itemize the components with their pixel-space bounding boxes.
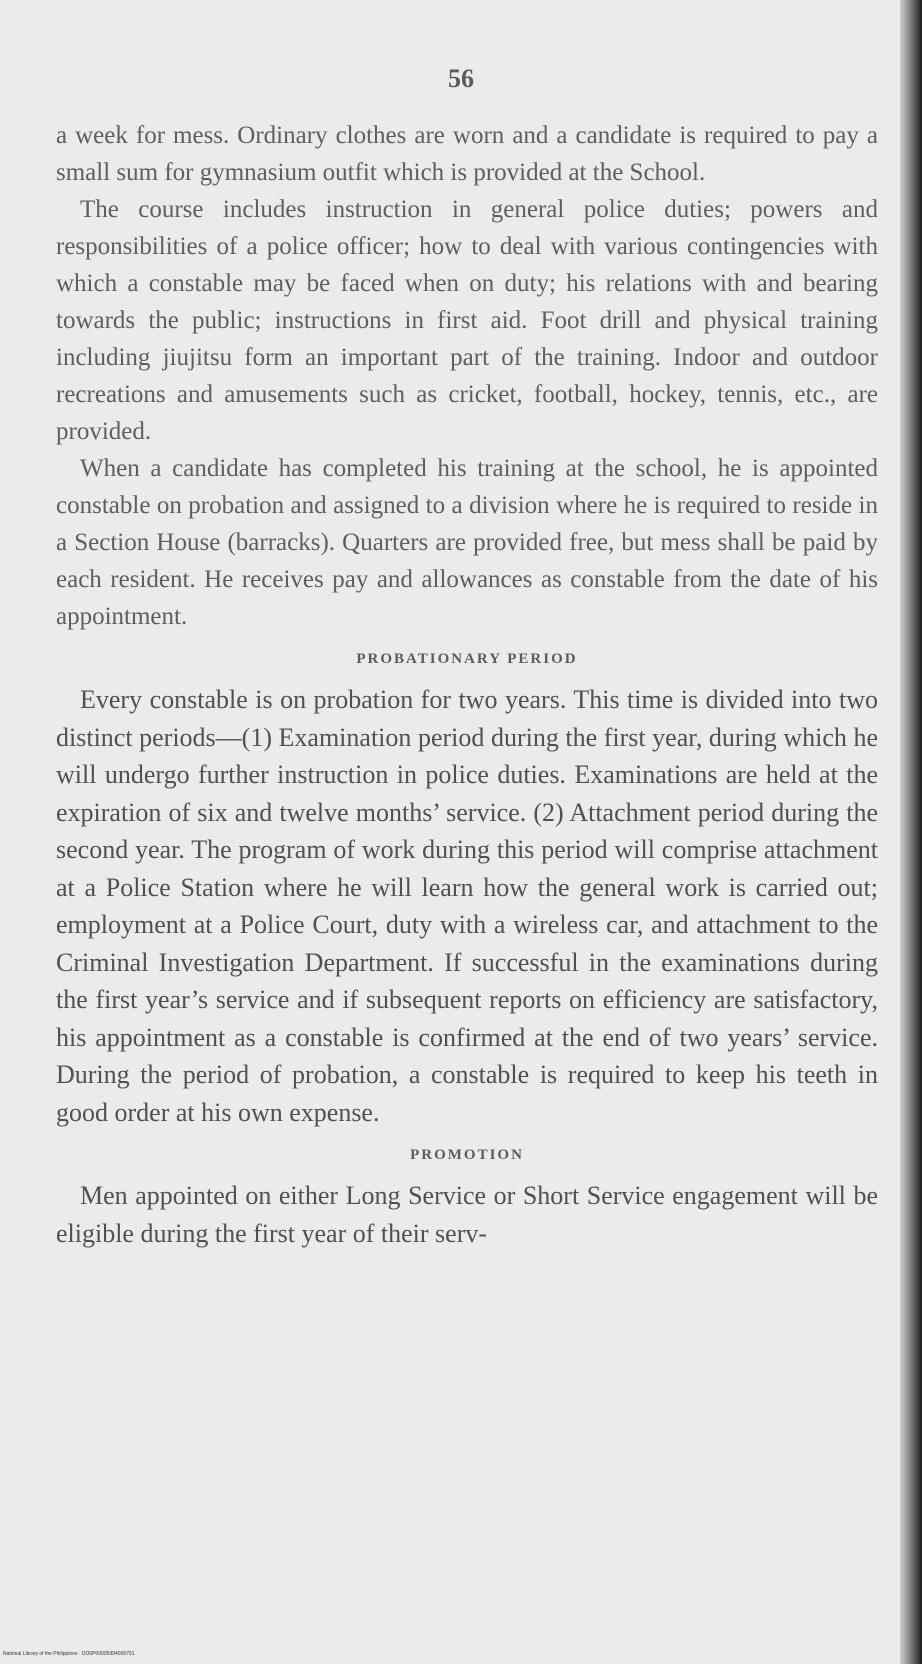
heading-probationary-period: PROBATIONARY PERIOD (356, 651, 578, 667)
paragraph-mess-clothes: a week for mess. Ordinary clothes are worn and a candidate is required to pay a small sum for gymnasium outfit which is provided at the School. (56, 122, 878, 186)
paragraph-course: The course includes instruction in general police duties; powers and responsibilities of a police officer; how to deal with various contingencies with which a constable may be faced when on duty; his relations with and bearing towards the public; instructions in first aid. Foot drill and physical training including jiujitsu form an important part of the training. Indoor and outdoor recreations and amusements such as cricket, football, hockey, tennis, etc., are provided. (56, 196, 878, 445)
paragraph-appointment: When a candidate has completed his training at the school, he is appointed constable on probation and assigned to a division where he is required to reside in a Section House (barracks). Quarters are provided free, but mess shall be paid by each resident. He receives pay and allowances as constable from the date of his appointment. (56, 455, 878, 630)
heading-promotion: PROMOTION (410, 1147, 524, 1163)
page-edge-shadow (900, 0, 922, 1664)
paragraph-promotion: Men appointed on either Long Service or Short Service engagement will be eligible during the first year of their serv- (56, 1181, 878, 1248)
section-probation (56, 681, 878, 1252)
scan-footer: National Library of the Philippines · DO0P00005904005791 (3, 1651, 135, 1657)
paragraph-probation: Every constable is on probation for two years. This time is divided into two distinct periods—(1) Examination period during the first year, during which he will undergo further instruction in police duties. Examinations are held at the expiration of six and twelve months’ service. (2) Attachment period during the second year. The program of work during this period will comprise attachment at a Police Station where he will learn how the general work is carried out; employment at a Police Court, duty with a wireless car, and attachment to the Criminal Investigation Department. If successful in the examinations during the first year’s service and if subsequent reports on efficiency are satisfactory, his appointment as a constable is confirmed at the end of two years’ service. During the period of probation, a constable is required to keep his teeth in good order at his own expense. (56, 685, 878, 1127)
page-body (56, 117, 878, 1252)
page-number: 56 (448, 64, 474, 93)
